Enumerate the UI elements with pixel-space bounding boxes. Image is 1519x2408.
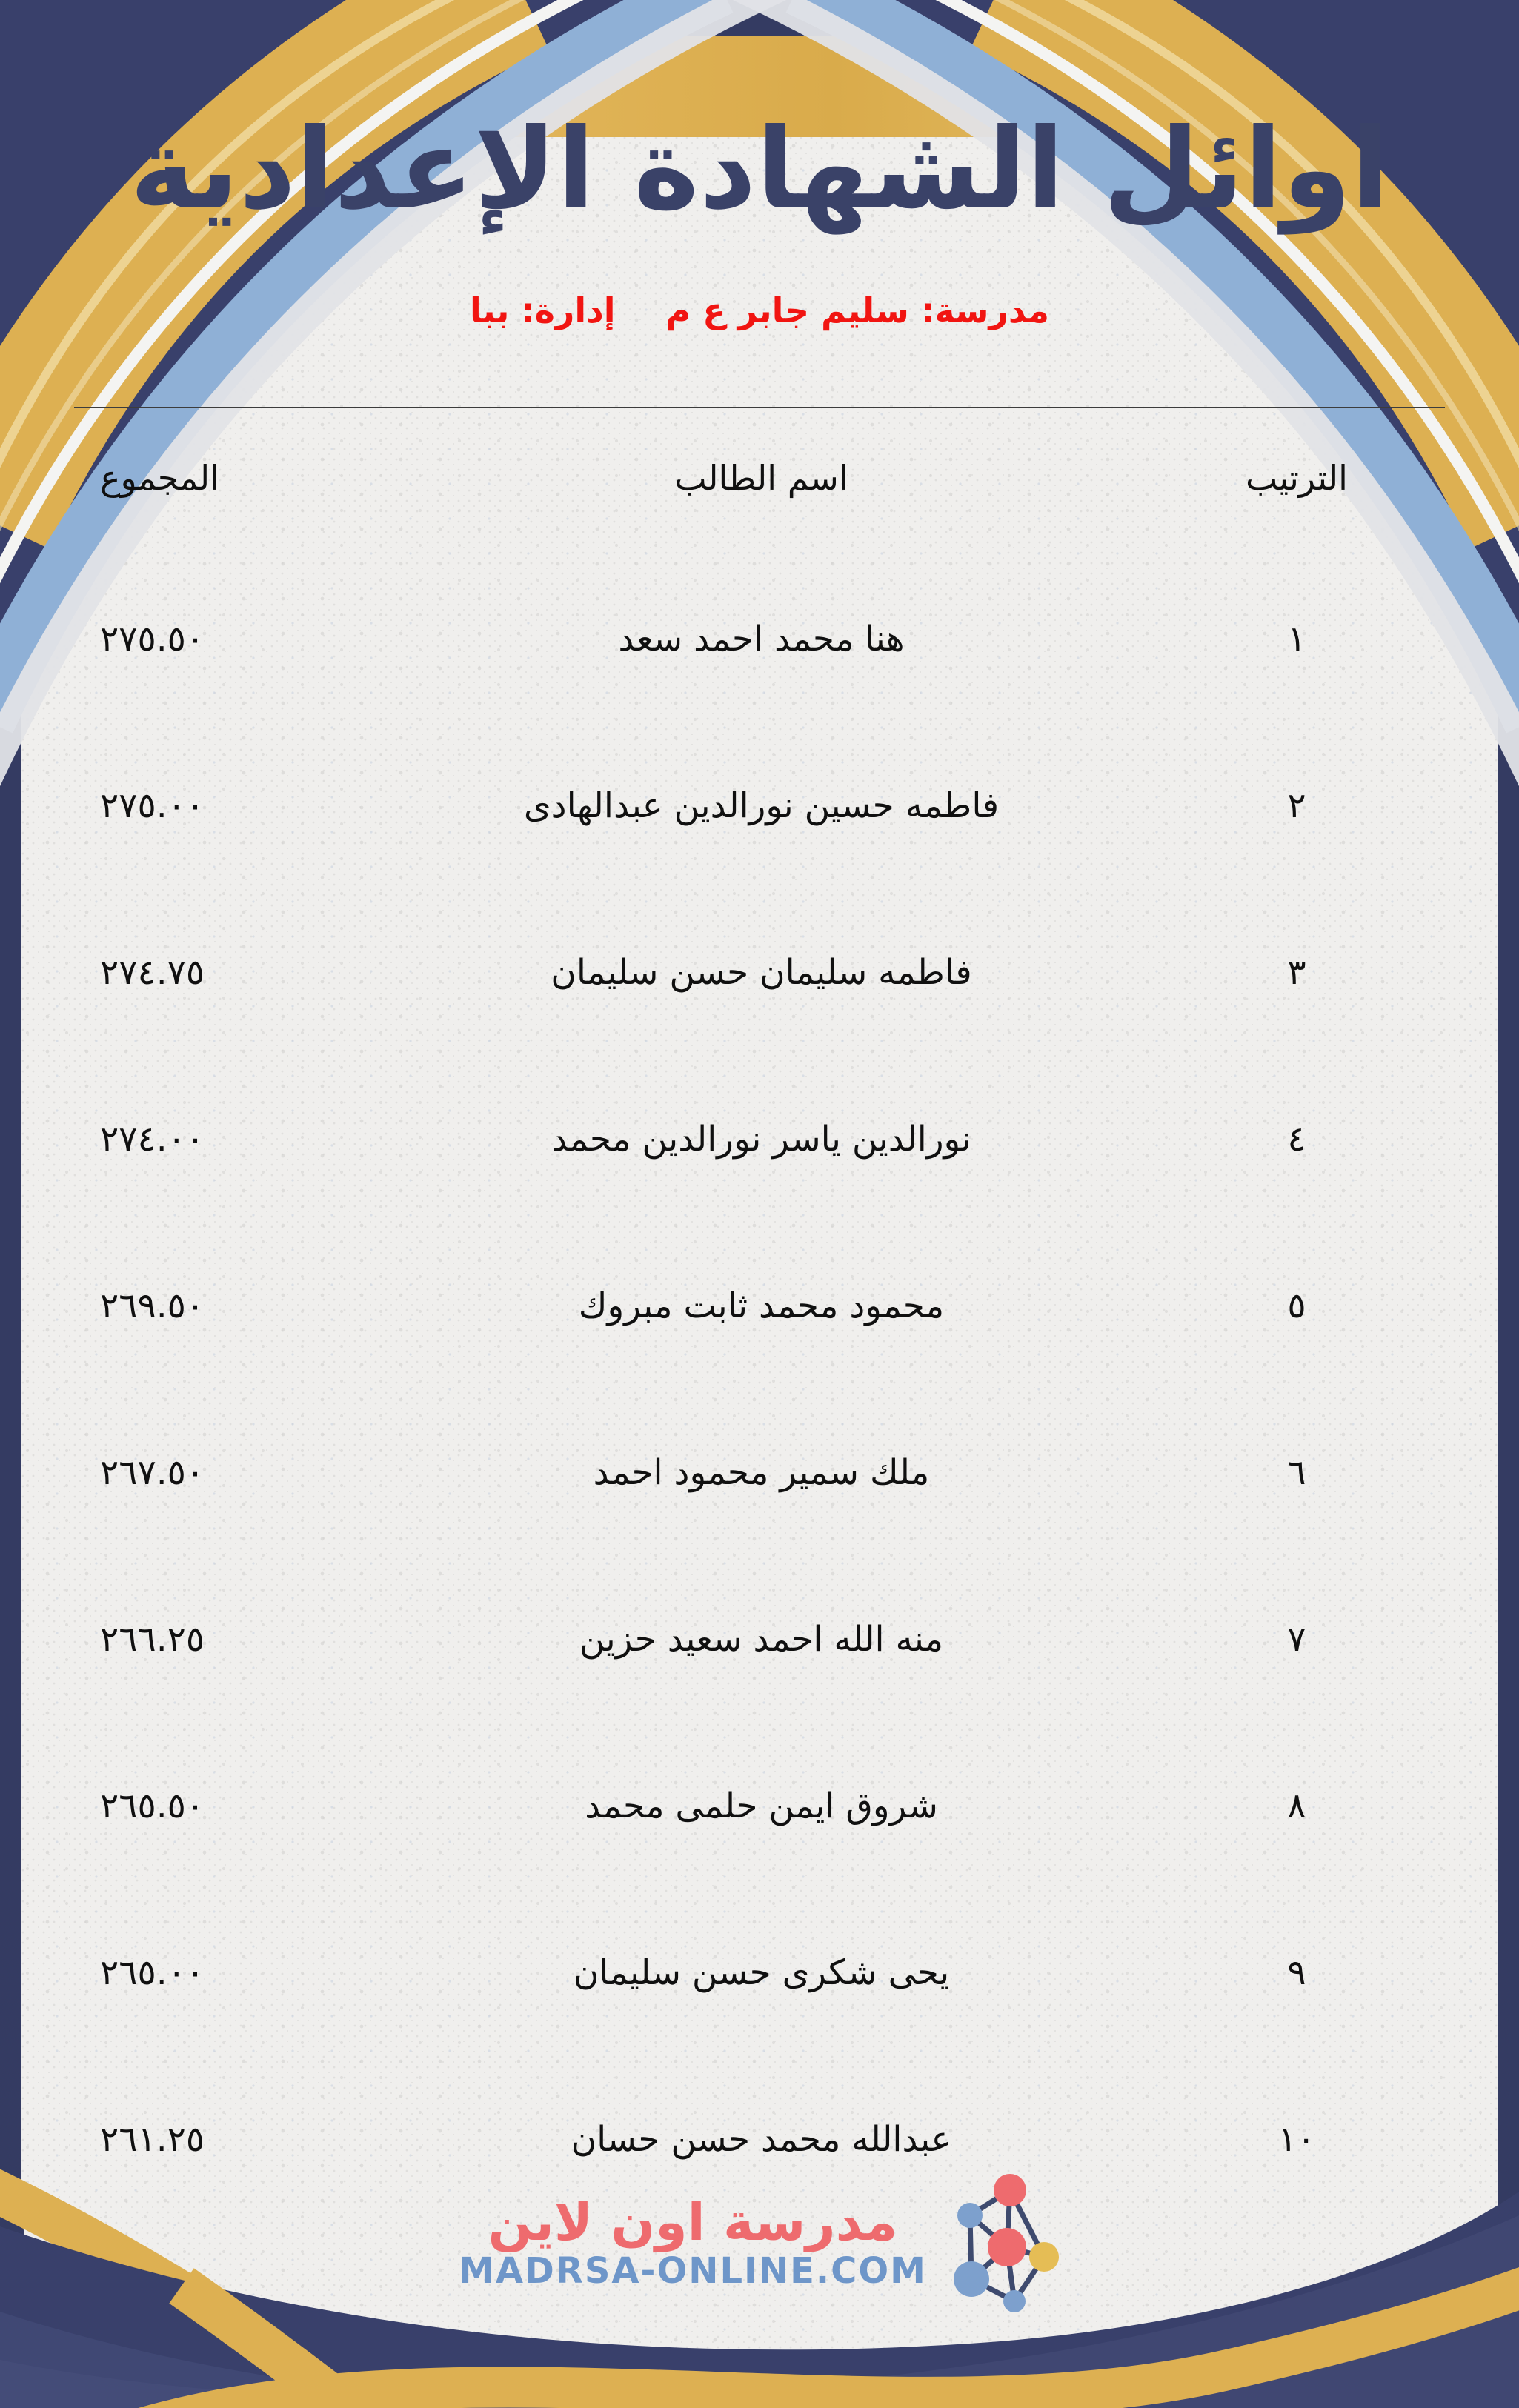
table-header — [0, 445, 1519, 511]
total-score: ٢٦١.٢٥ — [100, 2119, 205, 2160]
school-label: مدرسة: سليم جابر ع م — [665, 290, 1049, 330]
total-score: ٢٦٦.٢٥ — [100, 1619, 205, 1660]
rank-value: ٥ — [1287, 1286, 1306, 1326]
table-row — [0, 722, 1519, 889]
admin-label: إدارة: ببا — [470, 290, 616, 330]
brand-website-text: MADRSA-ONLINE.COM — [459, 2250, 927, 2292]
rank-value: ١٠ — [1277, 2119, 1316, 2160]
table-row — [0, 1889, 1519, 2056]
student-name: فاطمه سليمان حسن سليمان — [551, 952, 972, 993]
student-name: هنا محمد احمد سعد — [618, 619, 905, 659]
total-score: ٢٧٤.٠٠ — [100, 1119, 205, 1160]
table-row — [0, 1056, 1519, 1223]
table-row — [0, 556, 1519, 722]
total-score: ٢٦٥.٠٠ — [100, 1952, 205, 1993]
rank-value: ٢ — [1287, 785, 1306, 826]
total-score: ٢٧٤.٧٥ — [100, 952, 205, 993]
rank-value: ٤ — [1287, 1119, 1306, 1160]
header-name: اسم الطالب — [674, 458, 848, 498]
total-score: ٢٦٥.٥٠ — [100, 1786, 205, 1826]
table-row — [0, 1389, 1519, 1556]
brand-footer — [0, 2169, 1519, 2314]
table-row — [0, 889, 1519, 1056]
rank-value: ٨ — [1287, 1786, 1306, 1826]
table-row — [0, 1723, 1519, 1889]
total-score: ٢٧٥.٥٠ — [100, 619, 205, 659]
student-name: محمود محمد ثابت مبروك — [578, 1286, 945, 1326]
student-name: عبدالله محمد حسن حسان — [571, 2119, 952, 2160]
student-name: فاطمه حسين نورالدين عبدالهادى — [523, 785, 1000, 826]
header-total: المجموع — [100, 458, 219, 498]
page-title: اوائل الشهادة الإعدادية — [130, 105, 1389, 234]
table-row — [0, 1223, 1519, 1389]
rank-value: ٦ — [1287, 1452, 1306, 1493]
rank-value: ٣ — [1287, 952, 1306, 993]
rank-value: ١ — [1287, 619, 1306, 659]
subtitle — [0, 290, 1519, 330]
student-name: ملك سمير محمود احمد — [593, 1452, 930, 1493]
student-name: نورالدين ياسر نورالدين محمد — [551, 1119, 971, 1160]
ranking-table — [0, 556, 1519, 2223]
rank-value: ٩ — [1287, 1952, 1306, 1993]
student-name: شروق ايمن حلمى محمد — [585, 1786, 938, 1826]
rank-value: ٧ — [1287, 1619, 1306, 1660]
brand-name-arabic: مدرسة اون لاين — [488, 2191, 898, 2252]
table-row — [0, 1556, 1519, 1723]
student-name: منه الله احمد سعيد حزين — [579, 1619, 944, 1660]
total-score: ٢٦٧.٥٠ — [100, 1452, 205, 1493]
student-name: يحى شكرى حسن سليمان — [573, 1952, 950, 1993]
header-rank: الترتيب — [1246, 458, 1348, 498]
network-graph-logo-icon — [949, 2169, 1060, 2314]
total-score: ٢٧٥.٠٠ — [100, 785, 205, 826]
total-score: ٢٦٩.٥٠ — [100, 1286, 205, 1326]
divider-line — [74, 407, 1445, 408]
